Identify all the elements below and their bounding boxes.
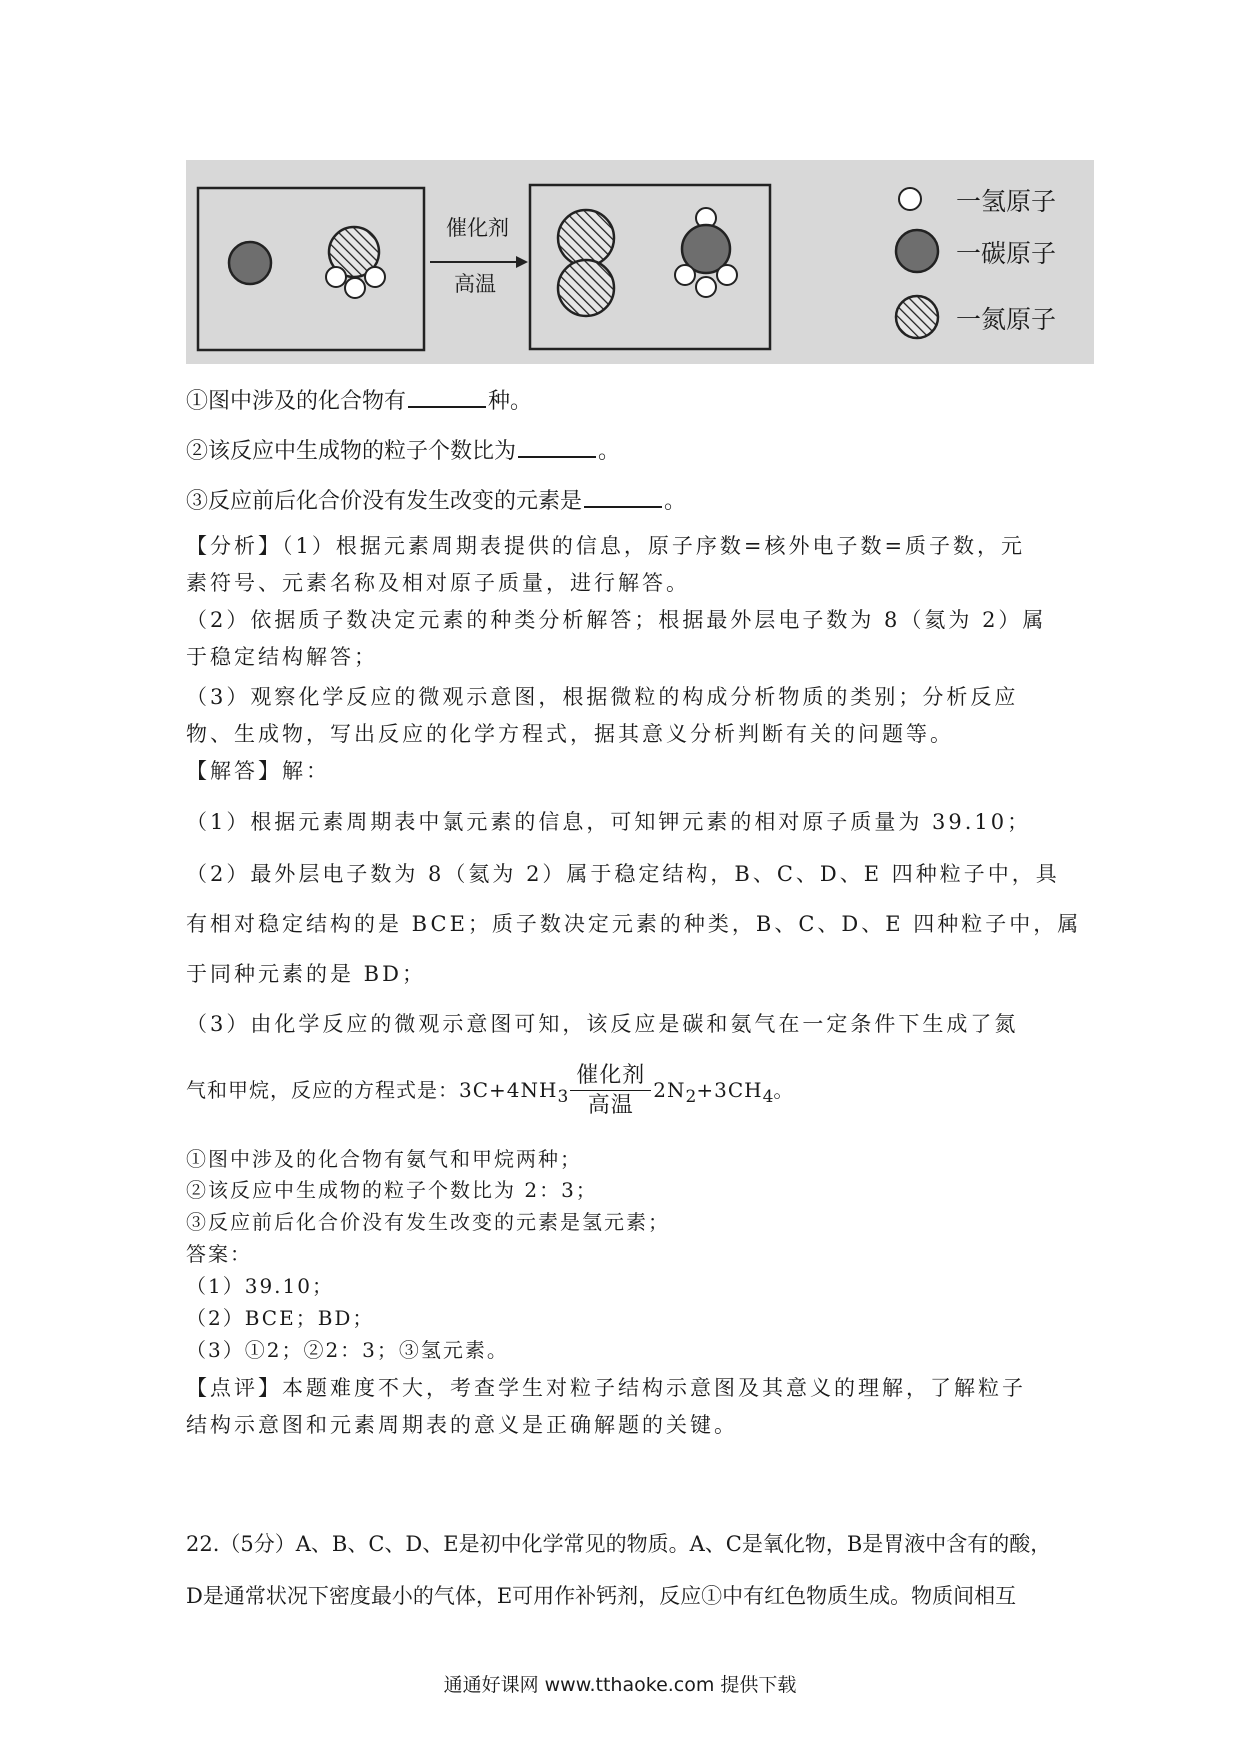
analysis-line: 于稳定结构解答； — [186, 645, 378, 669]
solution-line: （3）由化学反应的微观示意图可知，该反应是碳和氨气在一定条件下生成了氮 — [186, 1012, 1019, 1036]
carbon-atom-icon — [896, 230, 938, 272]
question-22-line: 22.（5分）A、B、C、D、E是初中化学常见的物质。A、C是氧化物，B是胃液中含有的酸， — [186, 1532, 1052, 1556]
analysis-line: 【分析】（1）根据元素周期表提供的信息，原子序数=核外电子数=质子数，元 — [186, 534, 1026, 558]
answer-line: （2）BCE；BD； — [186, 1306, 375, 1330]
analysis-line: （3）观察化学反应的微观示意图，根据微粒的构成分析物质的类别；分析反应 — [186, 685, 1019, 709]
question-1: ①图中涉及的化合物有 种。 — [186, 389, 533, 414]
answer-blank — [584, 488, 662, 508]
solution-line: （1）根据元素周期表中氯元素的信息，可知钾元素的相对原子质量为 39.10； — [186, 810, 1032, 834]
carbon-atom-icon — [229, 242, 271, 284]
question-3: ③反应前后化合价没有发生改变的元素是 。 — [186, 489, 687, 514]
analysis-line: 素符号、元素名称及相对原子质量，进行解答。 — [186, 571, 690, 595]
comment-line: 【点评】本题难度不大，考查学生对粒子结构示意图及其意义的理解，了解粒子 — [186, 1376, 1026, 1400]
question-22-line: D是通常状况下密度最小的气体，E可用作补钙剂，反应①中有红色物质生成。物质间相互 — [186, 1584, 1017, 1608]
legend-carbon-label: 一碳原子 — [956, 239, 1057, 268]
answer-line: （3）①2；②2：3；③氢元素。 — [186, 1338, 509, 1362]
comment-line: 结构示意图和元素周期表的意义是正确解题的关键。 — [186, 1413, 738, 1437]
hydrogen-atom-icon — [899, 188, 921, 210]
reaction-condition: $\frac{\text{催化剂}}{\text{高温}}$ — [570, 1062, 651, 1121]
solution-line: （2）最外层电子数为 8（氦为 2）属于稳定结构，B、C、D、E 四种粒子中，具 — [186, 862, 1060, 886]
solution-line: 于同种元素的是 BD； — [186, 962, 426, 986]
condition-label: 高温 — [454, 272, 496, 296]
page-footer: 通通好课网 www.tthaoke.com 提供下载 — [443, 1674, 797, 1696]
solution-line: 有相对稳定结构的是 BCE；质子数决定元素的种类，B、C、D、E 四种粒子中，属 — [186, 912, 1082, 936]
legend-hydrogen-label: 一氢原子 — [956, 187, 1057, 216]
answer-blank — [408, 388, 486, 408]
answer-blank — [518, 438, 596, 458]
conclusion-line: ①图中涉及的化合物有氨气和甲烷两种； — [186, 1147, 582, 1171]
question-2: ②该反应中生成物的粒子个数比为 。 — [186, 439, 621, 464]
analysis-line: 物、生成物，写出反应的化学方程式，据其意义分析判断有关的问题等。 — [186, 722, 954, 746]
reaction-diagram — [186, 160, 1094, 364]
solution-title: 【解答】解： — [186, 759, 330, 783]
catalyst-label: 催化剂 — [446, 216, 509, 240]
analysis-line: （2）依据质子数决定元素的种类分析解答；根据最外层电子数为 8（氦为 2）属 — [186, 608, 1047, 632]
legend-nitrogen-label: 一氮原子 — [956, 305, 1057, 334]
answer-line: （1）39.10； — [186, 1274, 334, 1298]
nitrogen-atom-icon — [896, 296, 938, 338]
chemical-equation: 气和甲烷，反应的方程式是：$3C+4NH_3$ $\frac{\text{催化剂}}{\text{高温}}$ $2N_2+3CH_4$。 — [186, 1062, 794, 1121]
answer-title: 答案： — [186, 1242, 252, 1266]
conclusion-line: ②该反应中生成物的粒子个数比为 2：3； — [186, 1178, 598, 1202]
conclusion-line: ③反应前后化合价没有发生改变的元素是氢元素； — [186, 1210, 670, 1234]
